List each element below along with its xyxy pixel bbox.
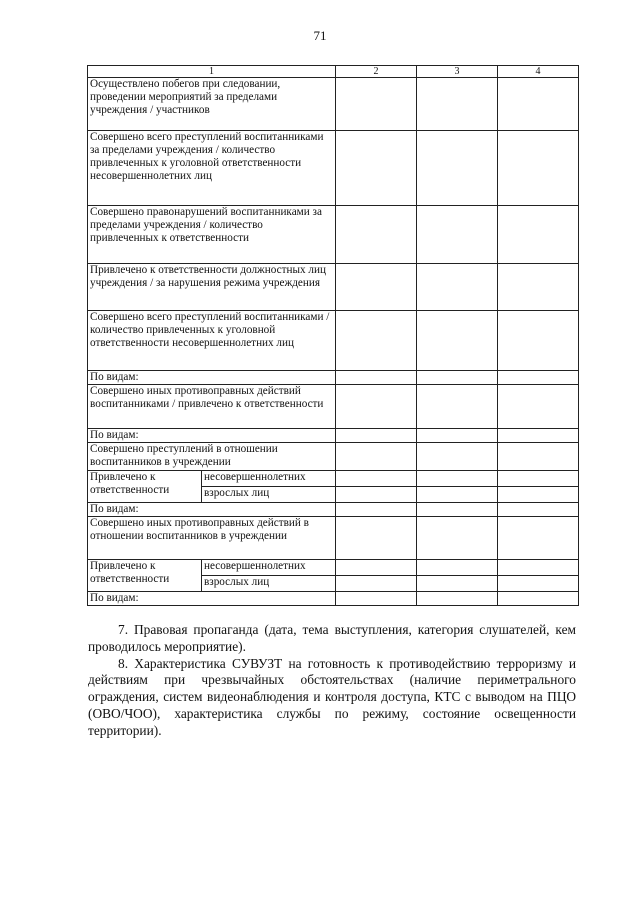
table-cell [498,576,579,592]
table-cell [336,517,417,560]
row-sublabel: несовершеннолетних [202,471,336,487]
table-cell [498,429,579,443]
row-label: Совершено правонарушений воспитанниками за пределами учреждения / количество привлеченных к ответственности [88,206,336,264]
table-cell [336,592,417,606]
table-cell [417,131,498,206]
table-cell [336,131,417,206]
table-cell [498,311,579,371]
row-label: По видам: [88,503,336,517]
table-row [88,206,579,264]
table-cell [498,471,579,487]
table-cell [336,471,417,487]
table-cell [417,560,498,576]
row-label: Совершено преступлений в отношении воспитанников в учреждении [88,443,336,471]
row-sublabel: несовершеннолетних [202,560,336,576]
table-cell [417,443,498,471]
table-cell [417,371,498,385]
table-row [88,429,579,443]
table-cell [498,78,579,131]
table-cell [417,206,498,264]
row-label: По видам: [88,429,336,443]
row-label: Совершено иных противоправных действий в отношении воспитанников в учреждении [88,517,336,560]
column-header-2: 2 [336,66,417,78]
table-cell [336,560,417,576]
table-cell [336,385,417,429]
row-label: Привлечено к ответственности должностных лиц учреждения / за нарушения режима учреждения [88,264,336,311]
table-cell [417,487,498,503]
table-cell [336,264,417,311]
table-row [88,131,579,206]
table-cell [498,371,579,385]
row-sublabel: взрослых лиц [202,487,336,503]
row-label: Привлечено к ответственности [88,471,202,503]
row-label: Привлечено к ответственности [88,560,202,592]
table-cell [498,560,579,576]
paragraph-legal-propaganda: 7. Правовая пропаганда (дата, тема выступления, категория слушателей, кем проводилось мероприятие). [88,622,576,654]
table-cell [417,78,498,131]
row-label: Совершено иных противоправных действий воспитанниками / привлечено к ответственности [88,385,336,429]
table-row [88,503,579,517]
table-row [88,311,579,371]
table-cell [498,592,579,606]
table-cell [498,517,579,560]
table-cell [417,471,498,487]
table-cell [336,206,417,264]
report-table [87,65,579,606]
row-label: По видам: [88,592,336,606]
table-row [88,385,579,429]
column-header-4: 4 [498,66,579,78]
table-cell [336,443,417,471]
table-header-row [88,66,579,78]
column-header-3: 3 [417,66,498,78]
table-cell [498,443,579,471]
table-cell [417,576,498,592]
table-cell [417,429,498,443]
table-cell [417,385,498,429]
table-row [88,264,579,311]
table-row [88,517,579,560]
table-cell [417,503,498,517]
row-label: Осуществлено побегов при следовании, проведении мероприятий за пределами учреждения / участников [88,78,336,131]
table-cell [498,264,579,311]
table-cell [417,264,498,311]
paragraph-terrorism-readiness: 8. Характеристика СУВУЗТ на готовность к противодействию терроризму и действиям при чрезвычайных обстоятельствах (наличие периметрального ограждения, систем видеонаблюдения и контроля доступа, КТС с выводом на ПЦО (ОВО/ЧОО), характеристика службы по режиму, состояние освещенности территории). [88,655,576,738]
row-sublabel: взрослых лиц [202,576,336,592]
table-cell [498,503,579,517]
table-cell [417,592,498,606]
table-cell [336,576,417,592]
table-row [88,443,579,471]
table-cell [498,487,579,503]
table-row [88,592,579,606]
table-cell [498,385,579,429]
table-cell [336,503,417,517]
table-row [88,371,579,385]
table-cell [498,131,579,206]
row-label: Совершено всего преступлений воспитанниками / количество привлеченных к уголовной ответственности несовершеннолетних лиц [88,311,336,371]
row-label: Совершено всего преступлений воспитанниками за пределами учреждения / количество привлеченных к уголовной ответственности несовершеннолетних лиц [88,131,336,206]
table-cell [498,206,579,264]
table-cell [336,371,417,385]
page-number: 71 [313,28,327,43]
table-cell [336,78,417,131]
row-label: По видам: [88,371,336,385]
column-header-1: 1 [88,66,336,78]
table-row [88,471,579,487]
body-text [88,622,576,740]
table-row [88,560,579,576]
table-cell [336,487,417,503]
table-cell [336,429,417,443]
table-cell [417,517,498,560]
table-cell [417,311,498,371]
table-row [88,78,579,131]
table-cell [336,311,417,371]
